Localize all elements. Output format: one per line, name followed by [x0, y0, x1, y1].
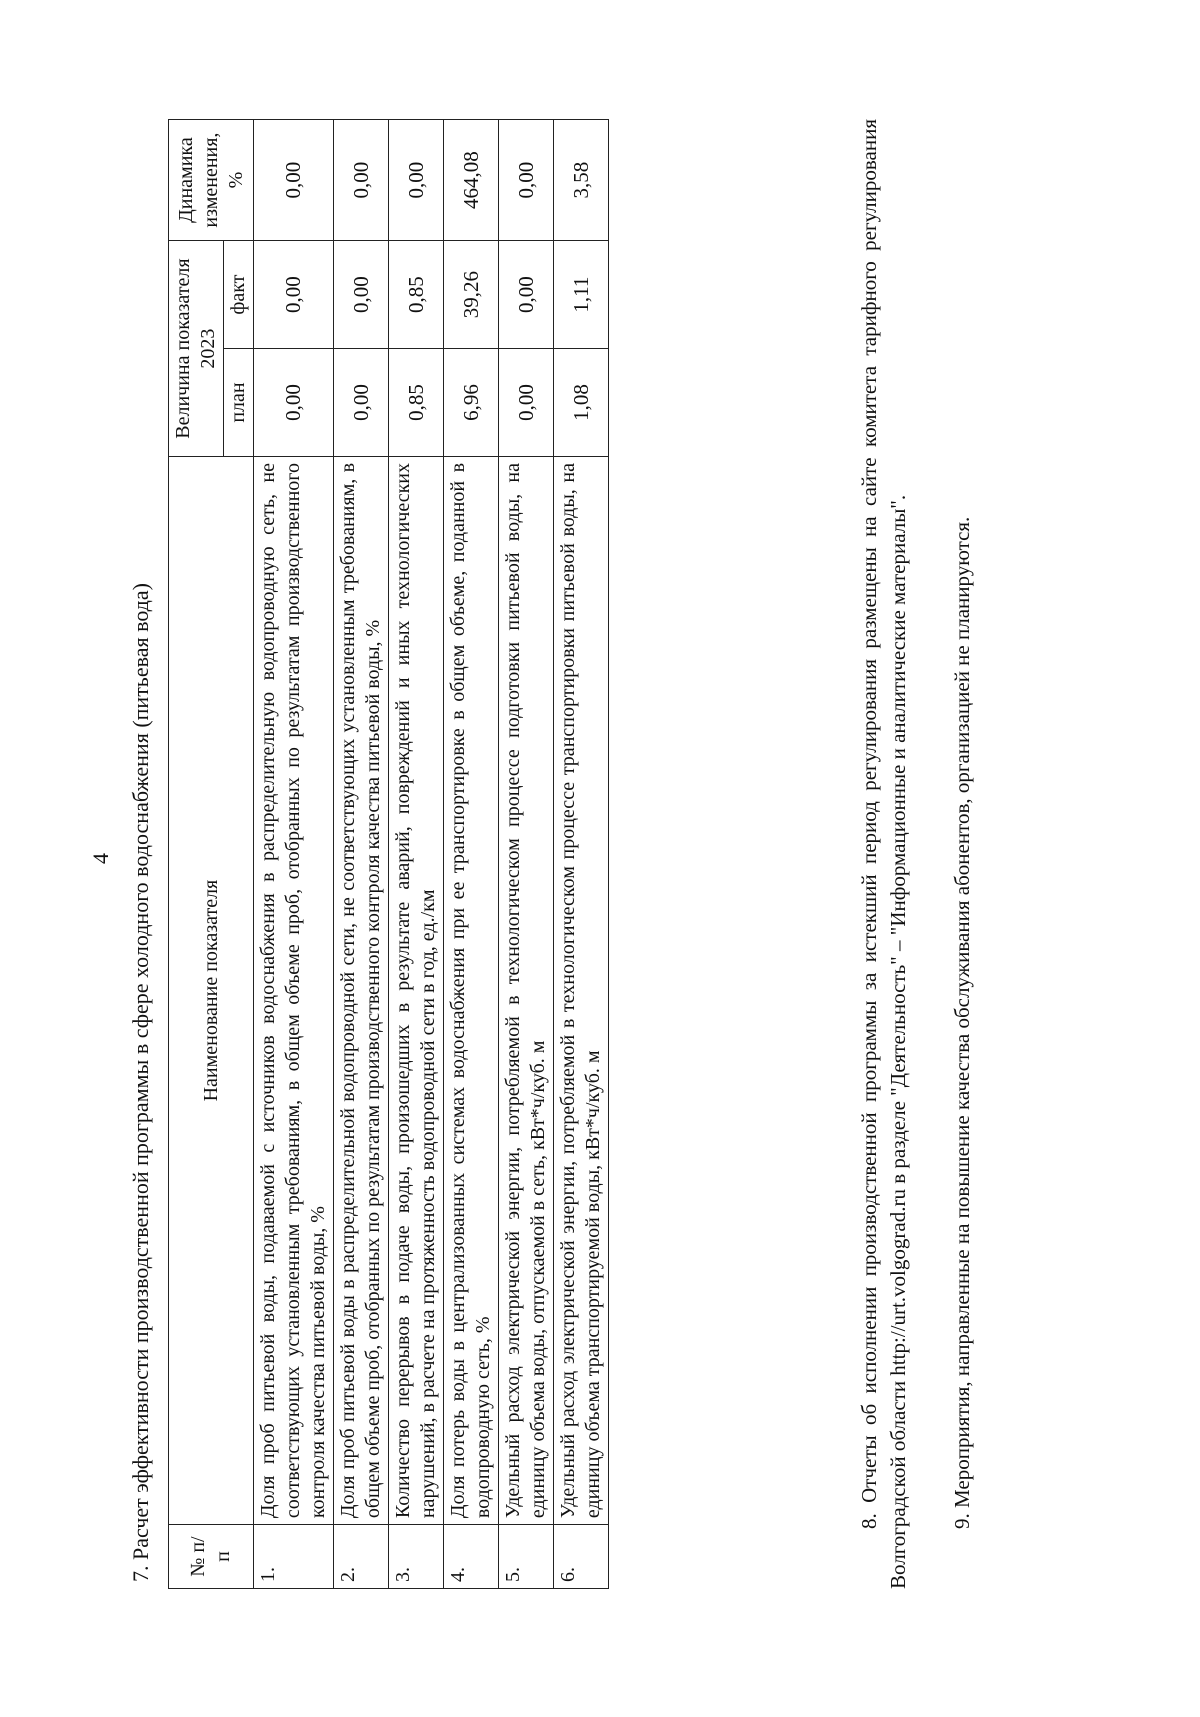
- row-fact: 39,26: [444, 241, 499, 349]
- row-num: 1.: [254, 1525, 334, 1589]
- row-num: 5.: [499, 1525, 554, 1589]
- table-row: [334, 120, 389, 1589]
- row-num: 6.: [554, 1525, 609, 1589]
- note-8-reports: 8. Отчеты об исполнении производственной программы за истекший период регулирования размещены на сайте комитета тарифного регулирования Волгоградской области http://urt.volgograd.ru в разделе "Деятельность" – "Информационные и аналитические материалы".: [857, 119, 911, 1589]
- row-plan: 1,08: [554, 349, 609, 457]
- header-num: № п/п: [169, 1525, 254, 1589]
- efficiency-table: [168, 119, 609, 1589]
- row-plan: 0,00: [499, 349, 554, 457]
- row-plan: 0,85: [389, 349, 444, 457]
- row-fact: 0,00: [334, 241, 389, 349]
- row-name: Удельный расход электрической энергии, потребляемой в технологическом процессе транспортировки питьевой воды, на единицу объема транспортируемой воды, кВт*ч/куб. м: [554, 456, 609, 1524]
- table-row: [389, 120, 444, 1589]
- row-plan: 0,00: [254, 349, 334, 457]
- row-dynamics: 0,00: [389, 120, 444, 241]
- header-plan: план: [224, 349, 254, 457]
- row-fact: 0,00: [499, 241, 554, 349]
- row-fact: 0,85: [389, 241, 444, 349]
- header-dynamics: Динамика изменения, %: [169, 120, 254, 241]
- page-number: 4: [88, 853, 113, 864]
- row-num: 2.: [334, 1525, 389, 1589]
- header-name: Наименование показателя: [169, 456, 254, 1524]
- row-name: Доля проб питьевой воды, подаваемой с источников водоснабжения в распределительную водопроводную сеть, не соответствующих установленным требованиям, в общем объеме проб, отобранных по результатам производственного контроля качества питьевой воды, %: [254, 456, 334, 1524]
- row-name: Количество перерывов в подаче воды, произошедших в результате аварий, повреждений и иных технологических нарушений, в расчете на протяженность водопроводной сети в год, ед./км: [389, 456, 444, 1524]
- row-num: 4.: [444, 1525, 499, 1589]
- row-dynamics: 0,00: [254, 120, 334, 241]
- row-plan: 6,96: [444, 349, 499, 457]
- row-fact: 0,00: [254, 241, 334, 349]
- header-value-group: Величина показателя 2023: [169, 241, 224, 457]
- row-num: 3.: [389, 1525, 444, 1589]
- row-name: Удельный расход электрической энергии, потребляемой в технологическом процессе подготовки питьевой воды, на единицу объема воды, отпускаемой в сеть, кВт*ч/куб. м: [499, 456, 554, 1524]
- table-row: [499, 120, 554, 1589]
- row-dynamics: 0,00: [499, 120, 554, 241]
- row-dynamics: 464,08: [444, 120, 499, 241]
- table-row: [444, 120, 499, 1589]
- row-name: Доля проб питьевой воды в распределительной водопроводной сети, не соответствующих установленным требованиям, в общем объеме проб, отобранных по результатам производственного контроля качества питьевой воды, %: [334, 456, 389, 1524]
- table-row: [254, 120, 334, 1589]
- row-plan: 0,00: [334, 349, 389, 457]
- row-fact: 1,11: [554, 241, 609, 349]
- section-7-title: 7. Расчет эффективности производственной программы в сфере холодного водоснабжения (питьевая вода): [128, 583, 153, 1582]
- header-fact: факт: [224, 241, 254, 349]
- table-row: [554, 120, 609, 1589]
- row-dynamics: 0,00: [334, 120, 389, 241]
- note-9-measures: 9. Мероприятия, направленные на повышение качества обслуживания абонентов, организацией не планируются.: [950, 516, 974, 1529]
- row-dynamics: 3,58: [554, 120, 609, 241]
- row-name: Доля потерь воды в централизованных системах водоснабжения при ее транспортировке в общем объеме, поданной в водопроводную сеть, %: [444, 456, 499, 1524]
